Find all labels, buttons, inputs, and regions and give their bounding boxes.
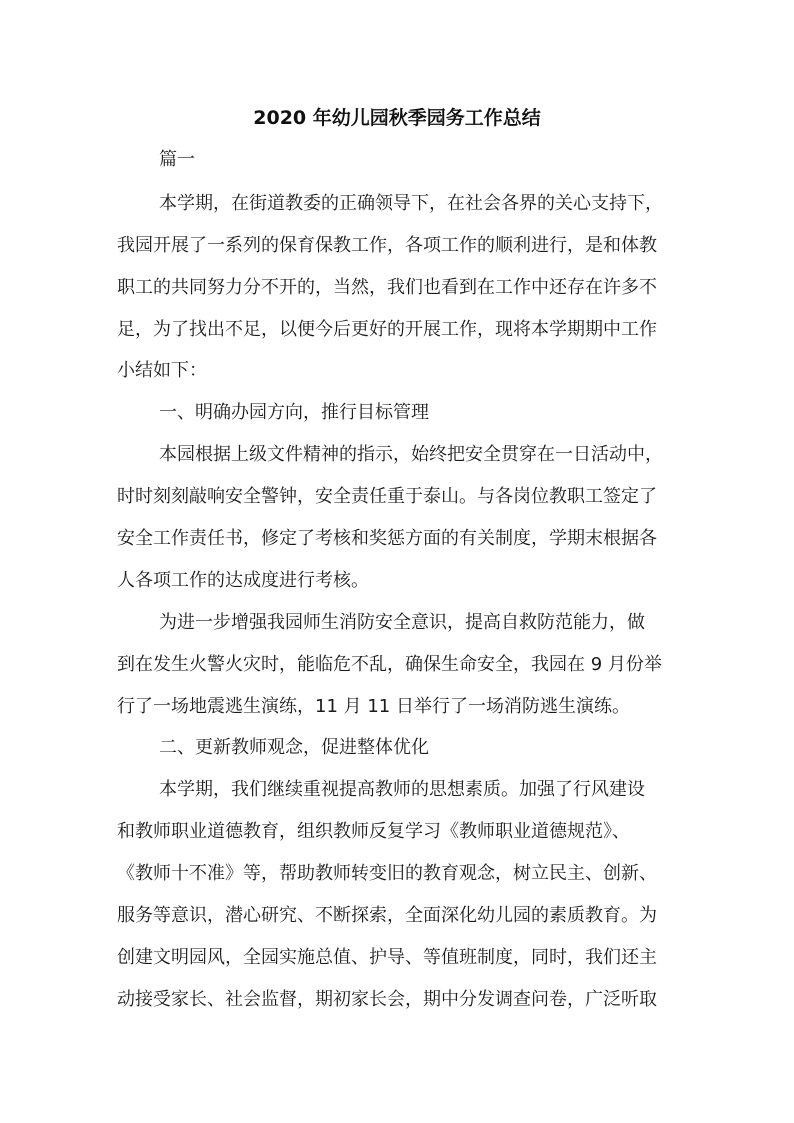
- paragraph-line: 服务等意识，潜心研究、不断探索，全面深化幼儿园的素质教育。为: [117, 905, 657, 926]
- paragraph-line: 足，为了找出不足，以便今后更好的开展工作，现将本学期期中工作: [117, 319, 657, 340]
- paragraph-line: 到在发生火警火灾时，能临危不乱，确保生命安全，我园在 9 月份举: [117, 654, 662, 675]
- section-heading: 一、明确办园方向，推行目标管理: [159, 402, 429, 423]
- section-label: 篇一: [159, 149, 195, 170]
- paragraph-line: 《教师十不准》等，帮助教师转变旧的教育观念，树立民主、创新、: [117, 863, 657, 884]
- section-heading: 二、更新教师观念，促进整体优化: [159, 737, 429, 758]
- paragraph-line: 为进一步增强我园师生消防安全意识，提高自救防范能力，做: [159, 612, 645, 633]
- paragraph-line: 职工的共同努力分不开的，当然，我们也看到在工作中还存在许多不: [117, 277, 657, 298]
- paragraph-line: 行了一场地震逃生演练，11 月 11 日举行了一场消防逃生演练。: [117, 696, 630, 717]
- document-title: 2020 年幼儿园秋季园务工作总结: [253, 107, 541, 129]
- paragraph-line: 本学期，我们继续重视提高教师的思想素质。加强了行风建设: [159, 779, 645, 800]
- paragraph-line: 本学期，在街道教委的正确领导下，在社会各界的关心支持下，: [159, 193, 663, 214]
- paragraph-line: 小结如下：: [117, 360, 207, 381]
- paragraph-line: 本园根据上级文件精神的指示，始终把安全贯穿在一日活动中，: [159, 444, 663, 465]
- paragraph-line: 时时刻刻敲响安全警钟，安全责任重于泰山。与各岗位教职工签定了: [117, 486, 657, 507]
- paragraph-line: 安全工作责任书，修定了考核和奖惩方面的有关制度，学期末根据各: [117, 528, 657, 549]
- paragraph-line: 我园开展了一系列的保育保教工作，各项工作的顺利进行，是和体教: [117, 235, 657, 256]
- paragraph-line: 创建文明园风，全园实施总值、护导、等值班制度，同时，我们还主: [117, 947, 657, 968]
- paragraph-line: 动接受家长、社会监督，期初家长会，期中分发调查问卷，广泛听取: [117, 989, 657, 1010]
- paragraph-line: 和教师职业道德教育，组织教师反复学习《教师职业道德规范》、: [117, 821, 630, 842]
- paragraph-line: 人各项工作的达成度进行考核。: [117, 570, 369, 591]
